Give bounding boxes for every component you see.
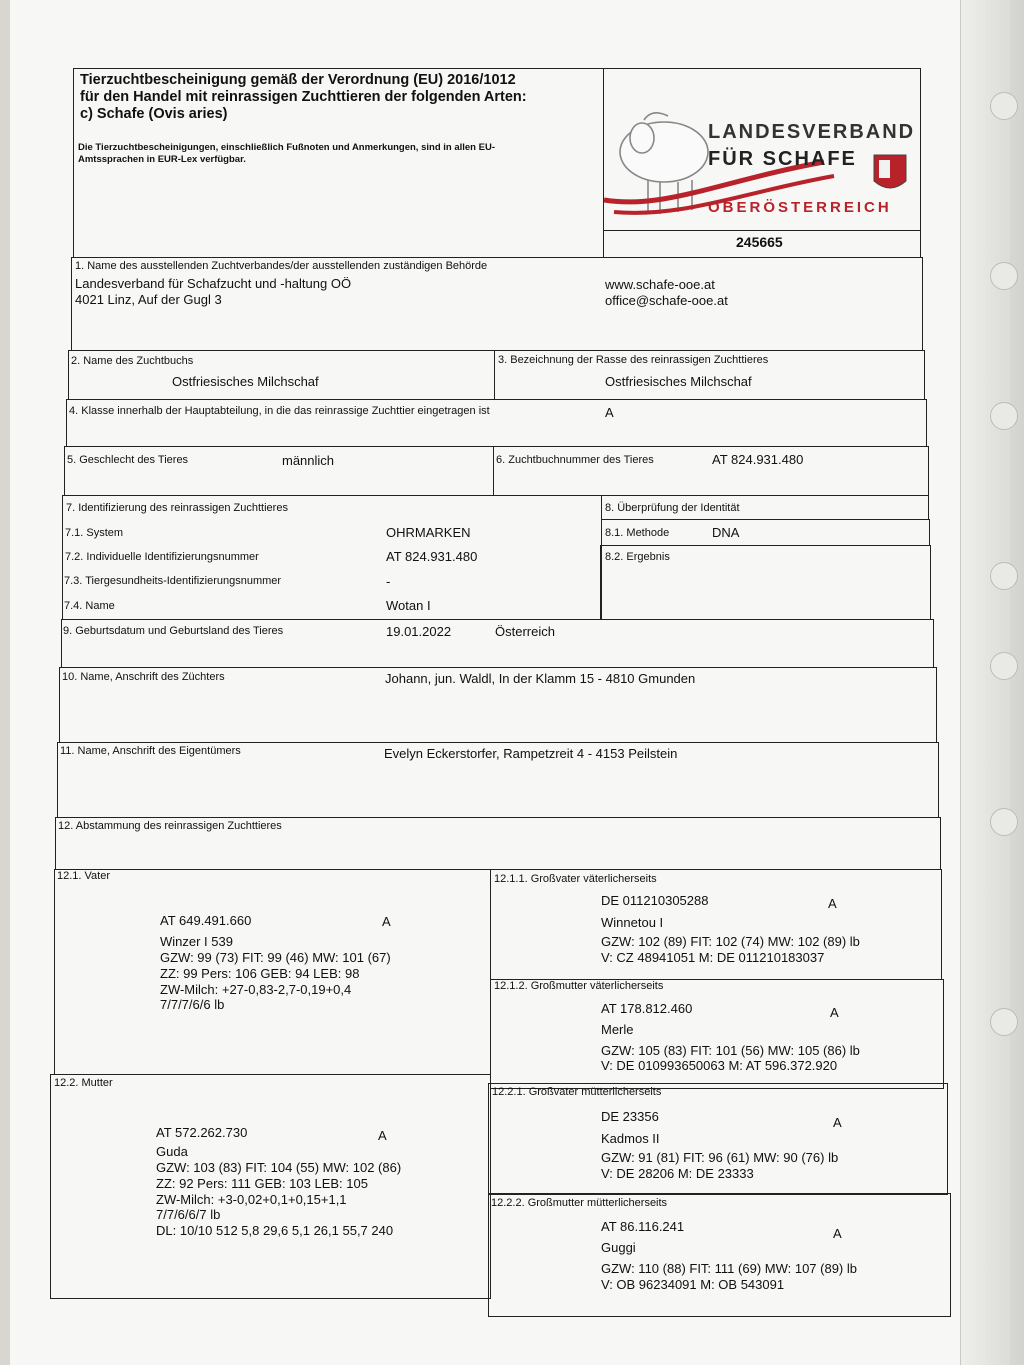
mother-label: 12.2. Mutter (54, 1077, 113, 1089)
logo-line3: OBERÖSTERREICH (708, 199, 892, 216)
grandmother-maternal-number: AT 86.116.241 (601, 1219, 685, 1234)
grandfather-paternal-line3: V: CZ 48941051 M: DE 011210183037 (601, 950, 825, 965)
sex-label: 5. Geschlecht des Tieres (67, 454, 189, 466)
logo-line1: LANDESVERBAND (708, 121, 916, 143)
birth-date-value: 19.01.2022 (386, 624, 452, 639)
system-value: OHRMARKEN (386, 525, 471, 540)
mother-number: AT 572.262.730 (156, 1125, 248, 1140)
grandmother-maternal-line2: GZW: 110 (88) FIT: 111 (69) MW: 107 (89) lb (601, 1261, 857, 1276)
father-line5: 7/7/7/6/6 lb (160, 997, 225, 1012)
issuer-email: office@schafe-ooe.at (605, 293, 728, 308)
father-class: A (382, 914, 391, 929)
herdbook-value: Ostfriesisches Milchschaf (172, 374, 319, 389)
grandmother-paternal-line1: Merle (601, 1022, 634, 1037)
header-title-line3: c) Schafe (Ovis aries) (80, 106, 228, 122)
grandfather-maternal-class: A (833, 1115, 842, 1130)
breed-label: 3. Bezeichnung der Rasse des reinrassigen Zuchttieres (498, 354, 769, 366)
grandmother-maternal-label: 12.2.2. Großmutter mütterlicherseits (491, 1197, 668, 1209)
grandfather-paternal-line1: Winnetou I (601, 915, 664, 930)
punch-hole (990, 402, 1018, 430)
owner-value: Evelyn Eckerstorfer, Rampetzreit 4 - 4153 Peilstein (384, 746, 678, 761)
mother-line1: Guda (156, 1144, 188, 1159)
father-number: AT 649.491.660 (160, 913, 252, 928)
class-value: A (605, 405, 614, 420)
system-label: 7.1. System (65, 527, 124, 539)
issuer-website: www.schafe-ooe.at (605, 277, 715, 292)
breeder-value: Johann, jun. Waldl, In der Klamm 15 - 4810 Gmunden (385, 671, 696, 686)
birth-country-value: Österreich (495, 624, 555, 639)
grandmother-maternal-box (488, 1193, 951, 1317)
father-line1: Winzer I 539 (160, 934, 233, 949)
herdbook-label: 2. Name des Zuchtbuchs (71, 355, 194, 367)
health-id-value: - (386, 574, 391, 589)
header-note-line1: Die Tierzuchtbescheinigungen, einschließlich Fußnoten und Anmerkungen, sind in allen EU- (78, 142, 495, 153)
mother-line5: 7/7/6/6/7 lb (156, 1207, 221, 1222)
herdbook-number-value: AT 824.931.480 (712, 452, 804, 467)
grandmother-paternal-class: A (830, 1005, 839, 1020)
issuer-name: Landesverband für Schafzucht und -haltung OÖ (75, 276, 352, 291)
grandmother-maternal-class: A (833, 1226, 842, 1241)
breeder-label: 10. Name, Anschrift des Züchters (62, 671, 225, 683)
punch-hole (990, 652, 1018, 680)
mother-line3: ZZ: 92 Pers: 111 GEB: 103 LEB: 105 (156, 1176, 368, 1191)
father-line3: ZZ: 99 Pers: 106 GEB: 94 LEB: 98 (160, 966, 360, 981)
method-label: 8.1. Methode (605, 527, 670, 539)
animal-name-value: Wotan I (386, 598, 431, 613)
punch-hole (990, 808, 1018, 836)
grandmother-paternal-line3: V: DE 010993650063 M: AT 596.372.920 (601, 1058, 838, 1073)
punch-hole (990, 92, 1018, 120)
grandfather-paternal-label: 12.1.1. Großvater väterlicherseits (494, 873, 657, 885)
issuer-label: 1. Name des ausstellenden Zuchtverbandes/der ausstellenden zuständigen Behörde (75, 260, 488, 272)
grandfather-paternal-class: A (828, 896, 837, 911)
mother-line2: GZW: 103 (83) FIT: 104 (55) MW: 102 (86) (156, 1160, 402, 1175)
header-note-line2: Amtssprachen in EUR-Lex verfügbar. (78, 154, 246, 165)
grandmother-paternal-number: AT 178.812.460 (601, 1001, 693, 1016)
id-number-value: AT 824.931.480 (386, 549, 478, 564)
punch-hole (990, 1008, 1018, 1036)
certificate-number: 245665 (736, 234, 783, 250)
animal-name-label: 7.4. Name (64, 600, 115, 612)
identity-check-label: 8. Überprüfung der Identität (605, 502, 740, 514)
grandmother-maternal-line3: V: OB 96234091 M: OB 543091 (601, 1277, 785, 1292)
class-label: 4. Klasse innerhalb der Hauptabteilung, in die das reinrassige Zuchttier eingetragen ist (69, 405, 490, 417)
herdbook-number-label: 6. Zuchtbuchnummer des Tieres (496, 454, 654, 466)
grandfather-maternal-line1: Kadmos II (601, 1131, 660, 1146)
identification-label: 7. Identifizierung des reinrassigen Zuchttieres (66, 502, 288, 514)
grandfather-maternal-number: DE 23356 (601, 1109, 659, 1124)
father-line2: GZW: 99 (73) FIT: 99 (46) MW: 101 (67) (160, 950, 391, 965)
method-value: DNA (712, 525, 740, 540)
punch-hole (990, 562, 1018, 590)
header-title-line1: Tierzuchtbescheinigung gemäß der Verordnung (EU) 2016/1012 (80, 72, 516, 88)
grandmother-paternal-label: 12.1.2. Großmutter väterlicherseits (494, 980, 664, 992)
grandfather-maternal-label: 12.2.1. Großvater mütterlicherseits (492, 1086, 662, 1098)
plastic-sleeve (960, 0, 1024, 1365)
mother-line4: ZW-Milch: +3-0,02+0,1+0,15+1,1 (156, 1192, 347, 1207)
mother-class: A (378, 1128, 387, 1143)
result-label: 8.2. Ergebnis (605, 551, 670, 563)
breed-value: Ostfriesisches Milchschaf (605, 374, 752, 389)
grandfather-paternal-line2: GZW: 102 (89) FIT: 102 (74) MW: 102 (89) lb (601, 934, 860, 949)
sex-value: männlich (282, 453, 335, 468)
owner-label: 11. Name, Anschrift des Eigentümers (60, 745, 241, 757)
issuer-address: 4021 Linz, Auf der Gugl 3 (75, 292, 222, 307)
grandmother-paternal-line2: GZW: 105 (83) FIT: 101 (56) MW: 105 (86) lb (601, 1043, 860, 1058)
pedigree-label: 12. Abstammung des reinrassigen Zuchttieres (58, 820, 282, 832)
header-title-line2: für den Handel mit reinrassigen Zuchttieren der folgenden Arten: (80, 89, 527, 105)
father-label: 12.1. Vater (57, 870, 110, 882)
id-number-label: 7.2. Individuelle Identifizierungsnummer (65, 551, 259, 563)
punch-hole (990, 262, 1018, 290)
grandmother-maternal-line1: Guggi (601, 1240, 636, 1255)
mother-line6: DL: 10/10 512 5,8 29,6 5,1 26,1 55,7 240 (156, 1223, 394, 1238)
father-line4: ZW-Milch: +27-0,83-2,7-0,19+0,4 (160, 982, 352, 997)
grandfather-maternal-line3: V: DE 28206 M: DE 23333 (601, 1166, 754, 1181)
health-id-label: 7.3. Tiergesundheits-Identifizierungsnummer (64, 575, 282, 587)
grandfather-paternal-number: DE 011210305288 (601, 893, 709, 908)
birth-label: 9. Geburtsdatum und Geburtsland des Tieres (63, 625, 284, 637)
logo-line2: FÜR SCHAFE (708, 148, 857, 170)
grandfather-maternal-line2: GZW: 91 (81) FIT: 96 (61) MW: 90 (76) lb (601, 1150, 839, 1165)
